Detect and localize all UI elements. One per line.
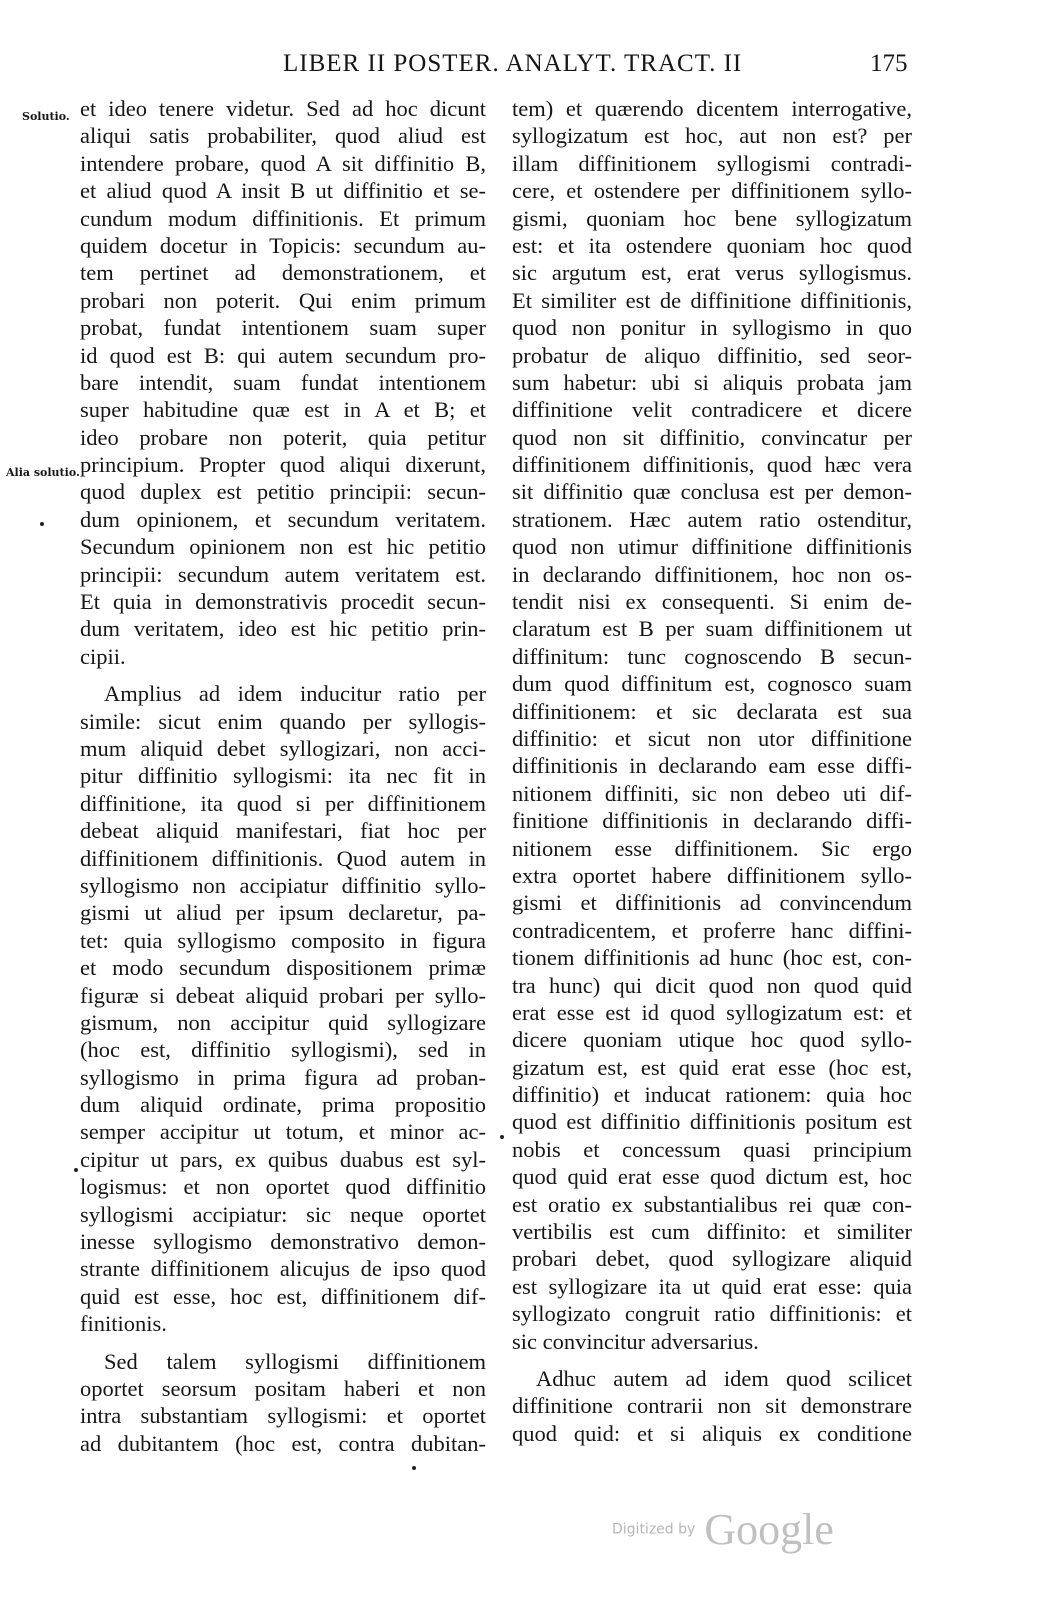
text-line: principium. Propter quod aliqui dixerunt,	[80, 452, 486, 478]
text-line: tra hunc) qui dicit quod non quod quid	[512, 972, 912, 998]
text-line: probari non poterit. Qui enim primum	[80, 287, 486, 313]
page-number: 175	[870, 50, 908, 77]
text-line: dum veritatem, ideo est hic petitio prin-	[80, 616, 486, 642]
digitized-watermark	[612, 1504, 834, 1554]
text-line: simile: sicut enim quando per syllogis-	[80, 708, 486, 734]
text-line: id quod est B: qui autem secundum pro-	[80, 342, 486, 368]
text-line: claratum est B per suam diffinitionem ut	[512, 616, 912, 642]
right-text-column	[512, 95, 912, 1447]
text-line: quod non ponitur in syllogismo in quo	[512, 315, 912, 341]
stray-ink-mark	[74, 1168, 78, 1172]
text-line: intra substantiam syllogismi: et oportet	[80, 1403, 486, 1429]
text-line: diffinitio) et inducat rationem: quia hoc	[512, 1082, 912, 1108]
page-header	[0, 50, 1047, 90]
text-line: cundum modum diffinitionis. Et primum	[80, 205, 486, 231]
text-line: gismi ut aliud per ipsum declaretur, pa-	[80, 900, 486, 926]
text-line: Amplius ad idem inducitur ratio per	[104, 681, 486, 707]
stray-ink-mark	[40, 522, 44, 526]
watermark-prefix: Digitized by	[612, 1521, 696, 1538]
text-line: gismi et diffinitionis ad convincendum	[512, 890, 912, 916]
text-line: super habitudine quæ est in A et B; et	[80, 397, 486, 423]
text-line: Et similiter est de diffinitione diffinitionis,	[512, 287, 912, 313]
text-line: probat, fundat intentionem suam super	[80, 315, 486, 341]
margin-note-solutio: Solutio.	[22, 110, 70, 123]
text-line: logismus: et non oportet quod diffinitio	[80, 1174, 486, 1200]
text-line: nitionem esse diffinitionem. Sic ergo	[512, 835, 912, 861]
text-line: debeat aliquid manifestari, fiat hoc per	[80, 818, 486, 844]
text-line: quidem docetur in Topicis: secundum au-	[80, 232, 486, 258]
text-line: nobis et concessum quasi principium	[512, 1136, 912, 1162]
text-line: gismi, quoniam hoc bene syllogizatum	[512, 205, 912, 231]
text-line: diffinitionem: et sic declarata est sua	[512, 698, 912, 724]
text-line: Sed talem syllogismi diffinitionem	[104, 1348, 486, 1374]
text-line: sum habetur: ubi si aliquis probata jam	[512, 369, 912, 395]
text-line: ad dubitantem (hoc est, contra dubitan-	[80, 1430, 486, 1456]
text-line: diffinitionem diffinitionis, quod hæc vera	[512, 452, 912, 478]
text-line: diffinitionis in declarando eam esse diffi-	[512, 753, 912, 779]
text-line: Adhuc autem ad idem quod scilicet	[536, 1365, 912, 1391]
text-line: tem) et quærendo dicentem interrogative,	[512, 96, 912, 121]
text-line: vertibilis est cum diffinito: et similiter	[512, 1219, 912, 1245]
text-line: syllogismo non accipiatur diffinitio syllo-	[80, 872, 486, 898]
running-title: LIBER II POSTER. ANALYT. TRACT. II	[283, 50, 743, 77]
text-line: dum aliquid ordinate, prima propositio	[80, 1092, 486, 1118]
text-line: sit diffinitio quæ conclusa est per demon-	[512, 479, 912, 505]
text-line: est oratio ex substantialibus rei quæ con-	[512, 1191, 912, 1217]
text-line: erat esse est id quod syllogizatum est: et	[512, 999, 912, 1025]
text-line: syllogizatum est hoc, aut non est? per	[512, 123, 912, 149]
text-line: sic convincitur adversarius.	[512, 1328, 759, 1354]
text-line: quod duplex est petitio principii: secun-	[80, 479, 486, 505]
text-line: (hoc est, diffinitio syllogismi), sed in	[80, 1037, 486, 1063]
text-line: inesse syllogismo demonstrativo demon-	[80, 1229, 486, 1255]
text-line: extra oportet habere diffinitionem syllo-	[512, 862, 912, 888]
paragraph-gap	[512, 1355, 912, 1365]
text-line: tet: quia syllogismo composito in figura	[80, 927, 486, 953]
text-line: contradicentem, et proferre hanc diffini-	[512, 917, 912, 943]
text-line: est: et ita ostendere quoniam hoc quod	[512, 232, 912, 258]
text-line: ideo probare non poterit, quia petitur	[80, 424, 486, 450]
text-line: illam diffinitionem syllogismi contradi-	[512, 150, 912, 176]
text-line: gismum, non accipitur quid syllogizare	[80, 1009, 486, 1035]
text-line: strante diffinitionem alicujus de ipso quod	[80, 1256, 486, 1282]
text-line: quod non utimur diffinitione diffinitionis	[512, 534, 912, 560]
text-line: Et quia in demonstrativis procedit secun-	[80, 589, 486, 615]
text-line: aliqui satis probabiliter, quod aliud est	[80, 123, 486, 149]
margin-note-alia-solutio: Alia solutio.	[6, 466, 80, 479]
text-line: cere, et ostendere per diffinitionem syllo-	[512, 178, 912, 204]
text-line: quod quid erat esse quod dictum est, hoc	[512, 1164, 912, 1190]
text-line: intendere probare, quod A sit diffinitio B,	[80, 150, 486, 176]
text-line: finitionis.	[80, 1311, 167, 1337]
text-line: diffinitum: tunc cognoscendo B secun-	[512, 643, 912, 669]
text-line: diffinitione, ita quod si per diffinitionem	[80, 790, 486, 816]
paragraph-gap	[80, 670, 486, 680]
text-line: cipii.	[80, 643, 126, 669]
text-line: oportet seorsum positam haberi et non	[80, 1375, 486, 1401]
text-line: syllogizato congruit ratio diffinitionis: et	[512, 1301, 912, 1327]
text-line: gizatum est, est quid erat esse (hoc est,	[512, 1054, 912, 1080]
text-line: diffinitio: et sicut non utor diffinitione	[512, 725, 912, 751]
text-line: diffinitione velit contradicere et dicere	[512, 397, 912, 423]
text-line: Secundum opinionem non est hic petitio	[80, 534, 486, 560]
text-line: diffinitione contrarii non sit demonstrare	[512, 1393, 912, 1419]
stray-ink-mark	[500, 1135, 504, 1139]
text-line: syllogismi accipiatur: sic neque oportet	[80, 1201, 486, 1227]
text-line: strationem. Hæc autem ratio ostenditur,	[512, 506, 912, 532]
text-line: bare intendit, suam fundat intentionem	[80, 369, 486, 395]
text-line: quod non sit diffinitio, convincatur per	[512, 424, 912, 450]
google-logo: Google	[704, 1505, 834, 1554]
paragraph-gap	[80, 1338, 486, 1348]
text-line: est syllogizare ita ut quid erat esse: quia	[512, 1273, 912, 1299]
left-text-column	[80, 95, 486, 1457]
text-line: quod quid: et si aliquis ex conditione	[512, 1420, 912, 1446]
text-line: probatur de aliquo diffinitio, sed seor-	[512, 342, 912, 368]
text-line: principii: secundum autem veritatem est.	[80, 561, 486, 587]
text-line: dicere quoniam utique hoc quod syllo-	[512, 1027, 912, 1053]
text-line: et aliud quod A insit B ut diffinitio et se-	[80, 178, 486, 204]
text-line: finitione diffinitionis in declarando diffi-	[512, 808, 912, 834]
text-line: et modo secundum dispositionem primæ	[80, 955, 486, 981]
text-line: nitionem diffiniti, sic non debeo uti dif-	[512, 780, 912, 806]
text-line: quod est diffinitio diffinitionis positum est	[512, 1109, 912, 1135]
text-line: tendit nisi ex consequenti. Si enim de-	[512, 589, 912, 615]
text-line: cipitur ut pars, ex quibus duabus est syl-	[80, 1146, 486, 1172]
text-line: probari debet, quod syllogizare aliquid	[512, 1246, 912, 1272]
text-line: diffinitionem diffinitionis. Quod autem in	[80, 845, 486, 871]
text-line: pitur diffinitio syllogismi: ita nec fit in	[80, 763, 486, 789]
text-line: tem pertinet ad demonstrationem, et	[80, 260, 486, 286]
text-line: dum quod diffinitum est, cognosco suam	[512, 671, 912, 697]
stray-ink-mark	[412, 1466, 416, 1470]
text-line: quid est esse, hoc est, diffinitionem dif-	[80, 1283, 486, 1309]
text-line: dum opinionem, et secundum veritatem.	[80, 506, 486, 532]
text-line: sic argutum est, erat verus syllogismus.	[512, 260, 912, 286]
text-line: figuræ si debeat aliquid probari per syllo-	[80, 982, 486, 1008]
text-line: et ideo tenere videtur. Sed ad hoc dicunt	[80, 96, 486, 121]
text-line: mum aliquid debet syllogizari, non acci-	[80, 735, 486, 761]
text-line: in declarando diffinitionem, hoc non os-	[512, 561, 912, 587]
text-line: syllogismo in prima figura ad proban-	[80, 1064, 486, 1090]
text-line: tionem diffinitionis ad hunc (hoc est, con-	[512, 945, 912, 971]
text-line: semper accipitur ut totum, et minor ac-	[80, 1119, 486, 1145]
